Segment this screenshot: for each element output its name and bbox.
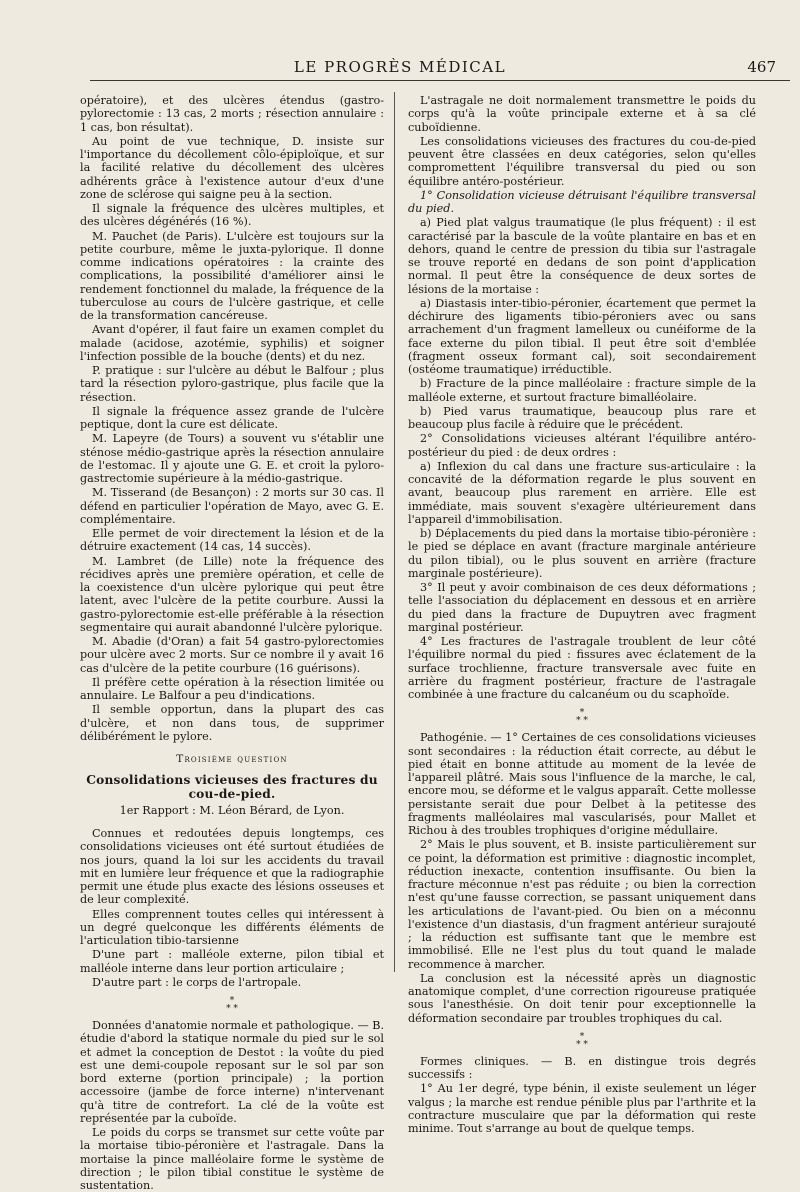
paragraph: a) Inflexion du cal dans une fracture sus-articulaire : la concavité de la déformation regarde le plus souvent en avant, beaucoup plus rarement en arrière. Elle est immédiate, mais souvent s'exagère ultérieurement dans l'appareil d'immobilisation. [408,459,756,526]
left-column [80,94,384,1192]
page-number: 467 [747,58,776,76]
paragraph: P. pratique : sur l'ulcère au début le Balfour ; plus tard la résection pyloro-gastrique, plus facile que la résection. [80,364,384,404]
rapport-byline: 1er Rapport : M. Léon Bérard, de Lyon. [119,803,345,817]
subheading: 1° Consolidation vicieuse détruisant l'équilibre transversal du pied. [408,188,756,215]
paragraph: Connues et redoutées depuis longtemps, ces consolidations vicieuses ont été surtout étudiées de nos jours, quand la loi sur les accidents du travail mit en lumière leur fréquence et que la radiographie permit une étude plus exacte des lésions osseuses et de leur complexité. [80,827,384,907]
paragraph: Le poids du corps se transmet sur cette voûte par la mortaise tibio-péronière et l'astragale. Dans la mortaise la pince malléolaire forme le système de direction ; le pilon tibial constitue le système de sustentation. [80,1126,384,1192]
paragraph: Il signale la fréquence des ulcères multiples, et des ulcères dégénérés (16 %). [80,202,384,229]
paragraph: b) Déplacements du pied dans la mortaise tibio-péronière : le pied se déplace en avant (fracture marginale antérieure du pilon tibial), ou le plus souvent en arrière (fracture marginale postérieure). [408,527,756,580]
paragraph: 3° Il peut y avoir combinaison de ces deux déformations ; telle l'association du déplacement en dessous et en arrière du pied dans la fracture de Dupuytren avec fragment marginal postérieur. [408,581,756,634]
paragraph: 1° Au 1er degré, type bénin, il existe seulement un léger valgus ; la marche est rendue pénible plus par l'arthrite et la contracture musculaire que par la déformation qui reste minime. Tout s'arrange au bout de quelque temps. [408,1082,756,1135]
paragraph: M. Lapeyre (de Tours) a souvent vu s'établir une sténose médio-gastrique après la résection annulaire de l'estomac. Il y ajoute une G. E. et croit la pyloro-gastrectomie supérieure à la médio-gastrique. [80,432,384,485]
paragraph: Les consolidations vicieuses des fractures du cou-de-pied peuvent être classées en deux catégories, selon qu'elles compromettent l'équilibre transversal du pied ou son équilibre antéro-postérieur. [408,134,756,188]
running-head [0,58,800,80]
paragraph: b) Fracture de la pince malléolaire : fracture simple de la malléole externe, et surtout fracture bimalléolaire. [408,377,756,404]
paragraph: 2° Consolidations vicieuses altérant l'équilibre antéro-postérieur du pied : de deux ordres : [408,432,756,459]
paragraph: opératoire), et des ulcères étendus (gastro-pylorectomie : 13 cas, 2 morts ; résection annulaire : 1 cas, bon résultat). [80,94,384,134]
paragraph: Avant d'opérer, il faut faire un examen complet du malade (acidose, azotémie, syphilis) et soigner l'infection possible de la bouche (dents) et du nez. [80,323,384,363]
paragraph: Elles comprennent toutes celles qui intéressent à un degré quelconque les différents éléments de l'articulation tibio-tarsienne [80,907,384,947]
paragraph: Formes cliniques. — B. en distingue trois degrés successifs : [408,1054,756,1081]
paragraph: M. Abadie (d'Oran) a fait 54 gastro-pylorectomies pour ulcère avec 2 morts. Sur ce nombre il y avait 16 cas d'ulcère de la petite courbure (16 guérisons). [80,635,384,675]
paragraph: Elle permet de voir directement la lésion et de la détruire exactement (14 cas, 14 succès). [80,527,384,554]
paragraph: L'astragale ne doit normalement transmettre le poids du corps qu'à la voûte principale externe et à sa clé cuboïdienne. [408,94,756,134]
paragraph: Données d'anatomie normale et pathologique. — B. étudie d'abord la statique normale du pied sur le sol et admet la conception de Destot : la voûte du pied est une demi-coupole reposant sur le sol par son bord externe (portion principale) ; la portion accessoire (jambe de force interne) n'intervenant qu'à titre de contrefort. La clé de la voûte est représentée par la cuboïde. [80,1019,384,1125]
paragraph: La conclusion est la nécessité après un diagnostic anatomique complet, d'une correction rigoureuse pratiquée sous l'anesthésie. On doit tenir pour exceptionnelle la déformation secondaire par troubles trophiques du cal. [408,971,756,1025]
paragraph: D'une part : malléole externe, pilon tibial et malléole interne dans leur portion articulaire ; [80,948,384,975]
paragraph: Il semble opportun, dans la plupart des cas d'ulcère, et non dans tous, de supprimer délibérément le pylore. [80,703,384,743]
header-rule [90,80,790,81]
asterism-divider: * * * [576,708,588,727]
paragraph: Il signale la fréquence assez grande de l'ulcère peptique, dont la cure est délicate. [80,404,384,431]
paragraph: D'autre part : le corps de l'artropale. [92,975,302,989]
paragraph: Pathogénie. — 1° Certaines de ces consolidations vicieuses sont secondaires : la réduction était correcte, au début le pied était en bonne attitude au moment de la levée de l'appareil plâtré. Mais sous l'influence de la marche, le cal, encore mou, se déforme et le valgus apparaît. Cette mollesse persistante serait due pour Delbet à la petitesse des fragments malléolaires mal vascularisés, pour Mallet et Richou à des troubles trophiques d'origine médullaire. [408,731,757,837]
paragraph: M. Tisserand (de Besançon) : 2 morts sur 30 cas. Il défend en particulier l'opération de Mayo, avec G. E. complémentaire. [80,486,384,526]
right-column [408,94,757,1135]
paragraph: b) Pied varus traumatique, beaucoup plus rare et beaucoup plus facile à réduire que le précédent. [408,404,756,431]
paragraph: 4° Les fractures de l'astragale troublent de leur côté l'équilibre normal du pied : fissures avec éclatement de la surface trochlienne, fracture transversale avec fuite en arrière du fragment postérieur, fracture de l'astragale combinée à une fracture du calcanéum ou du scaphoïde. [408,635,756,701]
paragraph: M. Pauchet (de Paris). L'ulcère est toujours sur la petite courbure, même le juxta-pylorique. Il donne comme indications opératoires : la crainte des complications, la possibilité d'améliorer ainsi le rendement fonctionnel du malade, la fréquence de la tuberculose au cours de l'ulcère gastrique, et celle de la transformation cancéreuse. [80,229,384,322]
journal-title: LE PROGRÈS MÉDICAL [293,58,507,76]
paragraph: Au point de vue technique, D. insiste sur l'importance du décollement côlo-épiploïque, et sur la facilité relative du décollement des ulcères adhérents grâce à l'existence autour d'eux d'une zone de sclérose qui saigne peu à la section. [80,134,384,201]
section-title: Consolidations vicieuses des fractures du cou-de-pied. [86,773,378,801]
asterism-divider: * * * [576,1031,588,1050]
paragraph: a) Diastasis inter-tibio-péronier, écartement que permet la déchirure des ligaments tibio-péroniers avec ou sans arrachement d'un fragment lamelleux ou cunéiforme de la face externe du pilon tibial. Il peut être soit d'emblée (fragment osseux formant cal), soit secondairement (ostéome traumatique) irréductible. [408,296,756,376]
paragraph: 2° Mais le plus souvent, et B. insiste particulièrement sur ce point, la déformation est primitive : diagnostic incomplet, réduction inexacte, contention insuffisante. Ou bien la fracture méconnue n'est pas réduite ; ou bien la correction n'est qu'une fausse correction, se passant uniquement dans les articulations de l'avant-pied. Ou bien on a méconnu l'existence d'un diastasis, d'un fragment antérieur surajouté ; la réduction est suffisante tant que le membre est immobilisé. Elle ne l'est plus du tout quand le malade recommence à marcher. [408,838,756,971]
asterism-divider: * * * [226,996,238,1014]
section-label: Troisième question [176,753,288,765]
paragraph: Il préfère cette opération à la résection limitée ou annulaire. Le Balfour a peu d'indications. [80,675,384,702]
column-divider [394,92,395,972]
paragraph: a) Pied plat valgus traumatique (le plus fréquent) : il est caractérisé par la bascule de la voûte plantaire en bas et en dehors, quand le centre de pression du tibia sur l'astragale se trouve reporté en dedans de son point d'application normal. Il peut être la conséquence de deux sortes de lésions de la mortaise : [408,216,756,296]
paragraph: M. Lambret (de Lille) note la fréquence des récidives après une première opération, et celle de la coexistence d'un ulcère pylorique qui peut être latent, avec l'ulcère de la petite courbure. Aussi la gastro-pylorectomie est-elle préférable à la résection segmentaire qui aurait abandonné l'ulcère pylorique. [80,554,384,634]
